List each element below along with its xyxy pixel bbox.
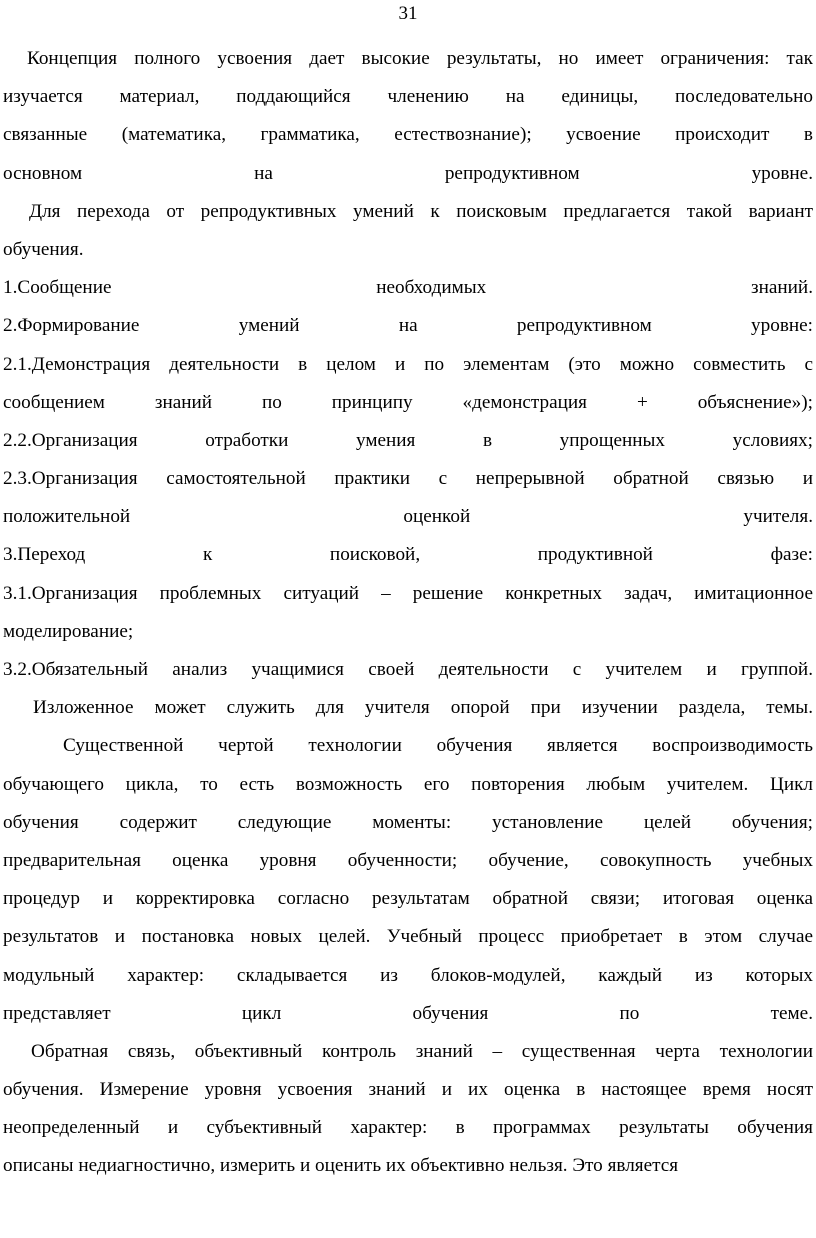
list-item: 3.1.Организация проблемных ситуаций – решение конкретных задач, имитационное	[3, 582, 813, 604]
text-line: обучения. Измерение уровня усвоения знаний и их оценка в настоящее время носят	[3, 1079, 813, 1101]
list-item: 3.2.Обязательный анализ учащимися своей деятельности с учителем и группой.	[3, 659, 813, 680]
text-line: обучения содержит следующие моменты: установление целей обучения;	[3, 811, 813, 833]
text-line: Для перехода от репродуктивных умений к поисковым предлагается такой вариант	[29, 200, 813, 222]
text-line: неопределенный и субъективный характер: в программах результаты обучения	[3, 1117, 813, 1139]
text-line: Существенной чертой технологии обучения является воспроизводимость	[63, 735, 813, 757]
text-line: обучающего цикла, то есть возможность его повторения любым учителем. Цикл	[3, 773, 813, 795]
text-line: обучения.	[3, 238, 84, 260]
list-item: 3.Переход к поисковой, продуктивной фазе:	[3, 544, 813, 566]
text-line: процедур и корректировка согласно результатам обратной связи; итоговая оценка	[3, 888, 813, 910]
text-line: изучается материал, поддающийся членению на единицы, последовательно	[3, 86, 813, 108]
text-line: Изложенное может служить для учителя опорой при изучении раздела, темы.	[33, 697, 813, 719]
text-line: модульный характер: складывается из блоков-модулей, каждый из которых	[3, 964, 813, 986]
page-number: 31	[398, 3, 418, 24]
list-item: 2.1.Демонстрация деятельности в целом и по элементам (это можно совместить с	[3, 353, 813, 375]
text-line: положительной оценкой учителя.	[3, 506, 813, 528]
text-line: предварительная оценка уровня обученности; обучение, совокупность учебных	[3, 849, 813, 871]
text-line: представляет цикл обучения по теме.	[3, 1002, 813, 1024]
text-line: основном на репродуктивном уровне.	[3, 162, 813, 184]
text-line: Концепция полного усвоения дает высокие результаты, но имеет ограничения: так	[27, 48, 813, 69]
list-item: 1.Сообщение необходимых знаний.	[3, 277, 813, 299]
list-item: 2.2.Организация отработки умения в упрощенных условиях;	[3, 429, 813, 451]
list-item: 2.3.Организация самостоятельной практики с непрерывной обратной связью и	[3, 468, 813, 490]
text-line: Обратная связь, объективный контроль знаний – существенная черта технологии	[31, 1040, 813, 1062]
text-line: связанные (математика, грамматика, естествознание); усвоение происходит в	[3, 124, 813, 146]
document-body	[3, 40, 813, 1186]
text-line: результатов и постановка новых целей. Учебный процесс приобретает в этом случае	[3, 926, 813, 948]
text-line: сообщением знаний по принципу «демонстрация + объяснение»);	[3, 391, 813, 413]
text-line: моделирование;	[3, 620, 134, 642]
list-item: 2.Формирование умений на репродуктивном уровне:	[3, 315, 813, 337]
text-line: описаны недиагностично, измерить и оценить их объективно нельзя. Это является	[3, 1155, 679, 1177]
